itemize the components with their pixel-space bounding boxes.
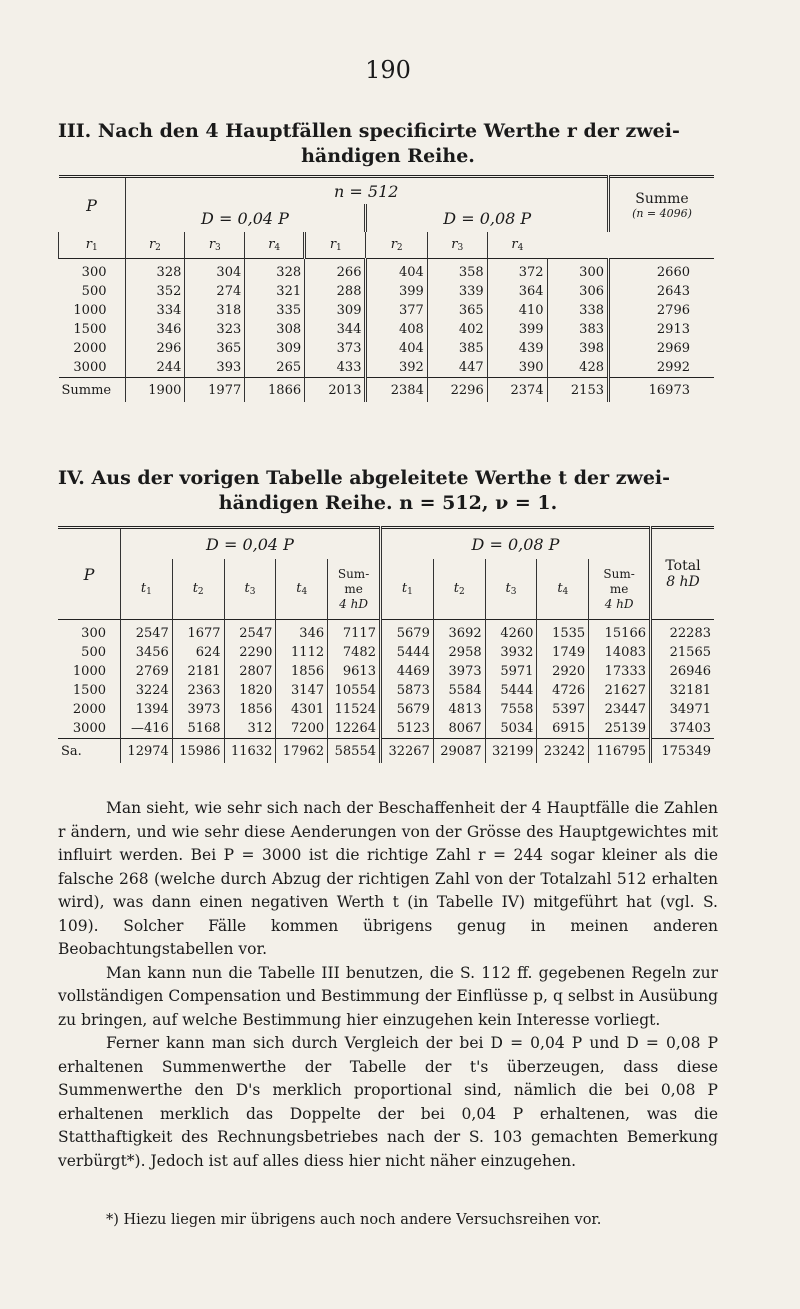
t4-cell: 5584 [433, 681, 485, 700]
t3-cell: 306 [547, 282, 608, 301]
t4-cell-p: 1500 [72, 683, 106, 698]
t3-subheader: $r_3$ [185, 232, 245, 259]
t3-cell-p: 500 [81, 284, 107, 299]
t3-total-cell: 1866 [245, 378, 305, 403]
t3-cell: 318 [185, 301, 245, 320]
t3-cell: 323 [185, 320, 245, 339]
t4-cell: 1394 [121, 700, 173, 719]
t3-cell: 334 [125, 301, 185, 320]
t4-total-cell: 29087 [433, 739, 485, 764]
t4-total-cell: 23242 [537, 739, 589, 764]
t4-cell: 1749 [537, 643, 589, 662]
t4-cell: 3932 [485, 643, 537, 662]
t4-cell: 17333 [589, 662, 651, 681]
t3-cell: 328 [245, 259, 305, 283]
t4-cell: 5873 [380, 681, 433, 700]
t3-cell-p: 1500 [73, 322, 107, 337]
t3-cell: 373 [305, 339, 366, 358]
t4-cell: 5034 [485, 719, 537, 739]
t3-subheader: $r_2$ [366, 232, 427, 259]
t4-cell: 2181 [172, 662, 224, 681]
t4-cell: 1856 [224, 700, 276, 719]
t3-total-cell: 2153 [547, 378, 608, 403]
t4-cell-total: 26946 [651, 662, 715, 681]
t4-cell: 3973 [433, 662, 485, 681]
t3-cell: 358 [427, 259, 487, 283]
t4-cell: 2958 [433, 643, 485, 662]
t3-cell-sum: 2796 [609, 301, 715, 320]
table-total-row [58, 739, 714, 764]
t4-summe-line: 4 hD [604, 596, 634, 611]
t4-cell: 6915 [537, 719, 589, 739]
t4-cell-p: 3000 [72, 721, 106, 736]
t3-cell: 428 [547, 358, 608, 378]
table3 [58, 175, 714, 402]
t3-header-p: P [86, 195, 97, 215]
table-row [58, 700, 714, 719]
t3-cell: 433 [305, 358, 366, 378]
t3-cell-p: 3000 [73, 360, 107, 375]
table-row [58, 681, 714, 700]
t4-cell: 2363 [172, 681, 224, 700]
t3-cell: 398 [547, 339, 608, 358]
t4-cell: 3456 [121, 643, 173, 662]
table-row [59, 301, 715, 320]
t4-cell: 4469 [380, 662, 433, 681]
t3-cell: 365 [427, 301, 487, 320]
t3-group2: D = 0,08 P [366, 204, 609, 232]
t4-cell: 4726 [537, 681, 589, 700]
t3-cell: 377 [366, 301, 427, 320]
t4-cell: 4260 [485, 620, 537, 644]
t3-cell: 321 [245, 282, 305, 301]
t4-subheader: $t_4$ [276, 559, 328, 620]
table4-title-line1: IV. Aus der vorigen Tabelle abgeleitete Werthe t der zwei- [58, 467, 671, 489]
t4-total-cell: 58554 [328, 739, 381, 764]
t4-header-total [651, 528, 715, 620]
t4-cell: 3224 [121, 681, 173, 700]
t4-subheader: $t_4$ [537, 559, 589, 620]
t4-cell: 4301 [276, 700, 328, 719]
footnote [58, 1209, 718, 1233]
t4-total-cell: 15986 [172, 739, 224, 764]
t4-subheader: $t_1$ [380, 559, 433, 620]
t4-cell: 2920 [537, 662, 589, 681]
t3-cell: 404 [366, 339, 427, 358]
table3-title-line1: III. Nach den 4 Hauptfällen specificirte Werthe r der zwei- [58, 120, 680, 142]
t3-subheader: $r_1$ [305, 232, 366, 259]
t4-cell-total: 34971 [651, 700, 715, 719]
t4-cell: 9613 [328, 662, 381, 681]
t4-cell: 5971 [485, 662, 537, 681]
t3-cell-sum: 2913 [609, 320, 715, 339]
t4-cell-p: 2000 [72, 702, 106, 717]
t4-cell: 7558 [485, 700, 537, 719]
t4-summe-header [589, 559, 651, 620]
t4-cell: 2769 [121, 662, 173, 681]
table-row [59, 259, 715, 283]
t3-total-cell: 2013 [305, 378, 366, 403]
t4-group1: D = 0,04 P [121, 528, 381, 560]
t3-cell: 439 [487, 339, 547, 358]
t3-header-summe [609, 177, 715, 233]
table3-title-line2: händigen Reihe. [301, 145, 475, 167]
t3-cell: 385 [427, 339, 487, 358]
body-text [58, 797, 718, 1173]
table-row [58, 643, 714, 662]
t3-cell-p: 300 [81, 265, 107, 280]
t4-cell: 1856 [276, 662, 328, 681]
t4-cell: 2290 [224, 643, 276, 662]
t4-cell: 12264 [328, 719, 381, 739]
t3-subheader: $r_4$ [245, 232, 305, 259]
t3-cell: 390 [487, 358, 547, 378]
t4-cell: 8067 [433, 719, 485, 739]
t4-cell: 7117 [328, 620, 381, 644]
t3-cell: 410 [487, 301, 547, 320]
t3-cell: 402 [427, 320, 487, 339]
table4-heading [58, 466, 718, 516]
t3-cell: 328 [125, 259, 185, 283]
t3-cell: 309 [305, 301, 366, 320]
table4 [58, 526, 714, 763]
t4-summe-line: me [609, 581, 629, 596]
t3-cell-sum: 2992 [609, 358, 715, 378]
t3-cell: 265 [245, 358, 305, 378]
t3-cell: 339 [427, 282, 487, 301]
t4-cell-total: 22283 [651, 620, 715, 644]
t4-cell: 11524 [328, 700, 381, 719]
t3-cell-sum: 2643 [609, 282, 715, 301]
t3-cell: 346 [125, 320, 185, 339]
t3-total-cell: 2296 [427, 378, 487, 403]
t4-cell: —416 [121, 719, 173, 739]
t3-cell: 404 [366, 259, 427, 283]
t4-cell: 5397 [537, 700, 589, 719]
t4-cell: 5679 [380, 700, 433, 719]
t4-cell: 1820 [224, 681, 276, 700]
t4-subheader: $t_1$ [121, 559, 173, 620]
t3-total-cell: 1900 [125, 378, 185, 403]
t4-cell: 21627 [589, 681, 651, 700]
t3-cell: 335 [245, 301, 305, 320]
t3-group1: D = 0,04 P [125, 204, 366, 232]
t3-cell: 300 [547, 259, 608, 283]
t4-total-cell: 12974 [121, 739, 173, 764]
table-row [59, 320, 715, 339]
t4-cell-total: 21565 [651, 643, 715, 662]
t3-cell: 309 [245, 339, 305, 358]
t3-cell: 399 [366, 282, 427, 301]
paragraph: Man kann nun die Tabelle III benutzen, die S. 112 ff. gegebenen Regeln zur vollständigen Compensation und Bestimmung der Einflüsse p, q selbst in Ausübung zu bringen, auf welche Bestimmung hier einzugehen kein Interesse vorliegt. [58, 963, 718, 1029]
table-row [59, 282, 715, 301]
t3-total-cell: 1977 [185, 378, 245, 403]
t4-subheader: $t_3$ [224, 559, 276, 620]
t4-cell: 1535 [537, 620, 589, 644]
paragraph: Ferner kann man sich durch Vergleich der bei D = 0,04 P und D = 0,08 P erhaltenen Summenwerthe der Tabelle der t's überzeugen, dass diese Summenwerthe den D's merklich proportional sind, nämlich die bei 0,08 P erhaltenen merklich das Doppelte der bei 0,04 P erhaltenen, was die Statthaftigkeit des Rechnungsbetriebes nach der S. 103 gemachten Bemerkung verbürgt*). Jedoch ist auf alles diess hier nicht näher einzugehen. [58, 1034, 718, 1170]
table-row [58, 719, 714, 739]
t4-summe-line: 4 hD [339, 596, 368, 611]
t4-total-cell: 32199 [485, 739, 537, 764]
t3-cell: 244 [125, 358, 185, 378]
t4-cell-total: 32181 [651, 681, 715, 700]
t3-summe-label: Summe [635, 190, 689, 207]
t4-cell: 346 [276, 620, 328, 644]
t3-cell: 288 [305, 282, 366, 301]
table-row [59, 358, 715, 378]
table4-title-line2: händigen Reihe. n = 512, ν = 1. [218, 492, 558, 514]
t4-subheader: $t_3$ [485, 559, 537, 620]
t3-total-cell: 2384 [366, 378, 427, 403]
t4-total-cell: 32267 [380, 739, 433, 764]
t4-total-cell: 11632 [224, 739, 276, 764]
table3-heading [58, 119, 718, 169]
t3-cell: 338 [547, 301, 608, 320]
t3-cell: 308 [245, 320, 305, 339]
t3-subheader: $r_4$ [487, 232, 547, 259]
t4-cell: 312 [224, 719, 276, 739]
t4-cell-p: 1000 [72, 664, 106, 679]
t3-cell: 365 [185, 339, 245, 358]
t4-cell: 1677 [172, 620, 224, 644]
paragraph: Man sieht, wie sehr sich nach der Beschaffenheit der 4 Hauptfälle die Zahlen r ändern, und wie sehr diese Aenderungen von der Grösse des Hauptgewichtes mit influirt werden. Bei P = 3000 ist die richtige Zahl r = 244 sogar kleiner als die falsche 268 (welche durch Abzug der richtigen Zahl von der Totalzahl 512 erhalten wird), was dann einen negativen Werth t (in Tabelle IV) mitgeführt hat (vgl. S. 109). Solcher Fälle kommen übrigens genug in meinen anderen Beobachtungstabellen vor. [58, 799, 718, 958]
t3-cell: 408 [366, 320, 427, 339]
t3-cell: 383 [547, 320, 608, 339]
t3-cell-p: 1000 [73, 303, 107, 318]
t3-cell: 266 [305, 259, 366, 283]
t3-total-label: Summe [59, 378, 126, 403]
t3-subheader: $r_3$ [427, 232, 487, 259]
page-number: 190 [365, 56, 411, 84]
t3-cell-sum: 2660 [609, 259, 715, 283]
t3-cell: 364 [487, 282, 547, 301]
t3-cell: 393 [185, 358, 245, 378]
t4-cell: 5679 [380, 620, 433, 644]
t3-cell: 447 [427, 358, 487, 378]
t3-cell: 372 [487, 259, 547, 283]
t4-cell: 5444 [380, 643, 433, 662]
t4-cell: 624 [172, 643, 224, 662]
t4-cell: 23447 [589, 700, 651, 719]
t4-group2: D = 0,08 P [380, 528, 650, 560]
t4-cell: 10554 [328, 681, 381, 700]
t4-total-cell: 116795 [589, 739, 651, 764]
t3-cell-p: 2000 [73, 341, 107, 356]
t4-summe-line: me [344, 581, 363, 596]
t4-cell-p: 500 [81, 645, 106, 660]
t4-cell: 1112 [276, 643, 328, 662]
t4-summe-line: Sum- [603, 566, 635, 581]
t3-summe-sub: (n = 4096) [632, 206, 692, 220]
t4-header-p: P [83, 564, 95, 584]
t3-subheader: $r_2$ [125, 232, 185, 259]
t4-cell: 5444 [485, 681, 537, 700]
t3-cell: 296 [125, 339, 185, 358]
t4-cell: 4813 [433, 700, 485, 719]
t4-cell: 5123 [380, 719, 433, 739]
t3-cell-sum: 2969 [609, 339, 715, 358]
t3-total-sum: 16973 [609, 378, 715, 403]
t4-total-label: Sa. [58, 739, 121, 764]
t3-header-n: n = 512 [125, 177, 609, 205]
t4-summe-line: Sum- [337, 566, 370, 581]
t4-cell: 3973 [172, 700, 224, 719]
t4-subheader: $t_2$ [172, 559, 224, 620]
table-row [59, 339, 715, 358]
t4-summe-header [328, 559, 381, 620]
t4-total-sub: 8 hD [666, 574, 700, 590]
t4-total-total: 175349 [651, 739, 715, 764]
t4-cell: 2547 [224, 620, 276, 644]
t3-cell: 304 [185, 259, 245, 283]
t4-cell: 7482 [328, 643, 381, 662]
t3-cell: 274 [185, 282, 245, 301]
t4-cell-total: 37403 [651, 719, 715, 739]
t3-cell: 352 [125, 282, 185, 301]
t4-total-label: Total [665, 558, 701, 574]
t4-cell: 14083 [589, 643, 651, 662]
table-row [58, 620, 714, 644]
table-row [58, 662, 714, 681]
table-total-row [59, 378, 715, 403]
t4-cell: 2807 [224, 662, 276, 681]
t4-total-cell: 17962 [276, 739, 328, 764]
t4-cell: 15166 [589, 620, 651, 644]
t4-cell: 5168 [172, 719, 224, 739]
t4-cell-p: 300 [81, 626, 106, 641]
t4-cell: 2547 [121, 620, 173, 644]
t3-cell: 344 [305, 320, 366, 339]
t4-cell: 3147 [276, 681, 328, 700]
footnote-text: *) Hiezu liegen mir übrigens auch noch andere Versuchsreihen vor. [106, 1212, 602, 1228]
t4-subheader: $t_2$ [433, 559, 485, 620]
t3-subheader: $r_1$ [59, 232, 126, 259]
t3-cell: 399 [487, 320, 547, 339]
t4-cell: 3692 [433, 620, 485, 644]
t4-cell: 25139 [589, 719, 651, 739]
t4-cell: 7200 [276, 719, 328, 739]
t3-cell: 392 [366, 358, 427, 378]
t3-total-cell: 2374 [487, 378, 547, 403]
